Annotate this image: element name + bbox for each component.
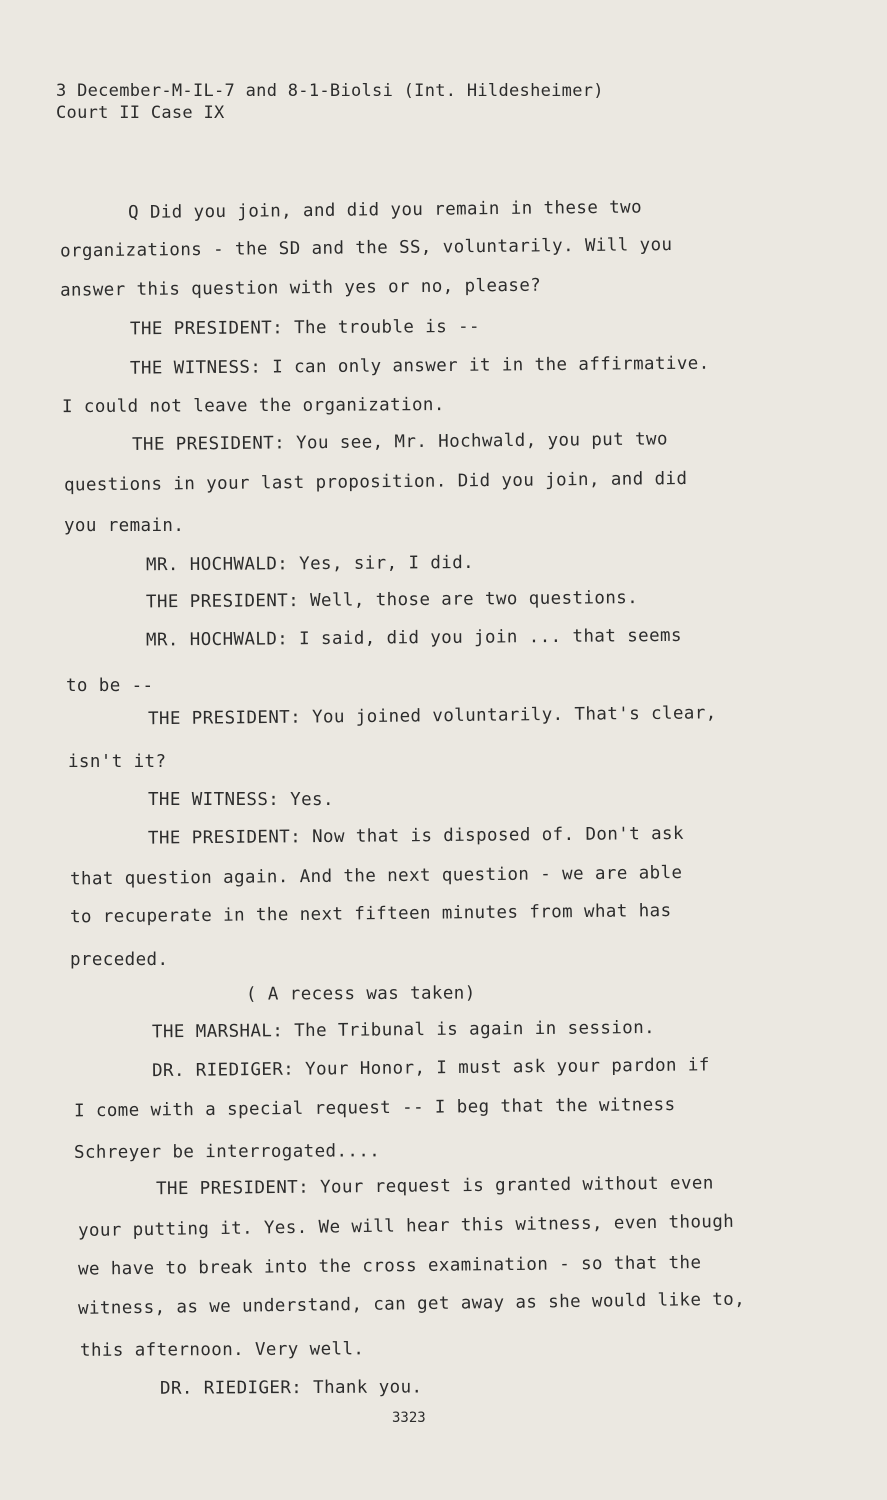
transcript-line: to be -- <box>66 676 154 696</box>
transcript-line: Schreyer be interrogated.... <box>73 1141 381 1163</box>
transcript-line: THE PRESIDENT: Your request is granted without even <box>155 1173 714 1200</box>
transcript-line: THE PRESIDENT: You joined voluntarily. That's clear, <box>147 703 717 730</box>
transcript-line: you remain. <box>64 516 185 536</box>
recess-note: ( A recess was taken) <box>245 983 476 1005</box>
transcript-line: that question again. And the next question - we are able <box>69 863 683 890</box>
transcript-line: DR. RIEDIGER: Thank you. <box>159 1377 423 1399</box>
transcript-line: THE WITNESS: Yes. <box>148 790 334 810</box>
page-number: 3323 <box>392 1410 426 1426</box>
transcript-line: questions in your last proposition. Did you join, and did <box>63 468 688 496</box>
transcript-line: DR. RIEDIGER: Your Honor, I must ask your pardon if <box>151 1055 710 1082</box>
transcript-line: Q Did you join, and did you remain in these two <box>127 197 643 223</box>
transcript-line: to recuperate in the next fifteen minutes from what has <box>69 901 672 928</box>
header-line-1: 3 December-M-IL-7 and 8-1-Biolsi (Int. Hildesheimer) <box>56 81 604 101</box>
transcript-line: THE PRESIDENT: The trouble is -- <box>129 316 481 340</box>
transcript-line: witness, as we understand, can get away as she would like to, <box>77 1289 746 1319</box>
transcript-line: THE MARSHAL: The Tribunal is again in session. <box>151 1017 656 1043</box>
transcript-line: preceded. <box>70 950 169 970</box>
header-line-2: Court II Case IX <box>56 103 225 123</box>
transcript-line: MR. HOCHWALD: I said, did you join ... that seems <box>145 625 682 651</box>
document-header <box>56 80 604 124</box>
transcript-line: answer this question with yes or no, please? <box>59 275 542 301</box>
transcript-line: I come with a special request -- I beg that the witness <box>73 1095 676 1122</box>
transcript-line: we have to break into the cross examination - so that the <box>77 1253 702 1280</box>
transcript-line: THE PRESIDENT: Now that is disposed of. Don't ask <box>147 823 684 849</box>
transcript-line: isn't it? <box>68 752 167 772</box>
transcript-line: this afternoon. Very well. <box>79 1339 365 1361</box>
transcript-line: organizations - the SD and the SS, voluntarily. Will you <box>59 235 673 262</box>
transcript-line: THE PRESIDENT: Well, those are two questions. <box>145 588 639 613</box>
transcript-line: THE PRESIDENT: You see, Mr. Hochwald, you put two <box>131 429 668 456</box>
transcript-line: I could not leave the organization. <box>61 395 445 418</box>
transcript-line: your putting it. Yes. We will hear this witness, even though <box>77 1211 735 1242</box>
transcript-line: THE WITNESS: I can only answer it in the affirmative. <box>129 353 710 379</box>
transcript-line: MR. HOCHWALD: Yes, sir, I did. <box>145 552 475 576</box>
